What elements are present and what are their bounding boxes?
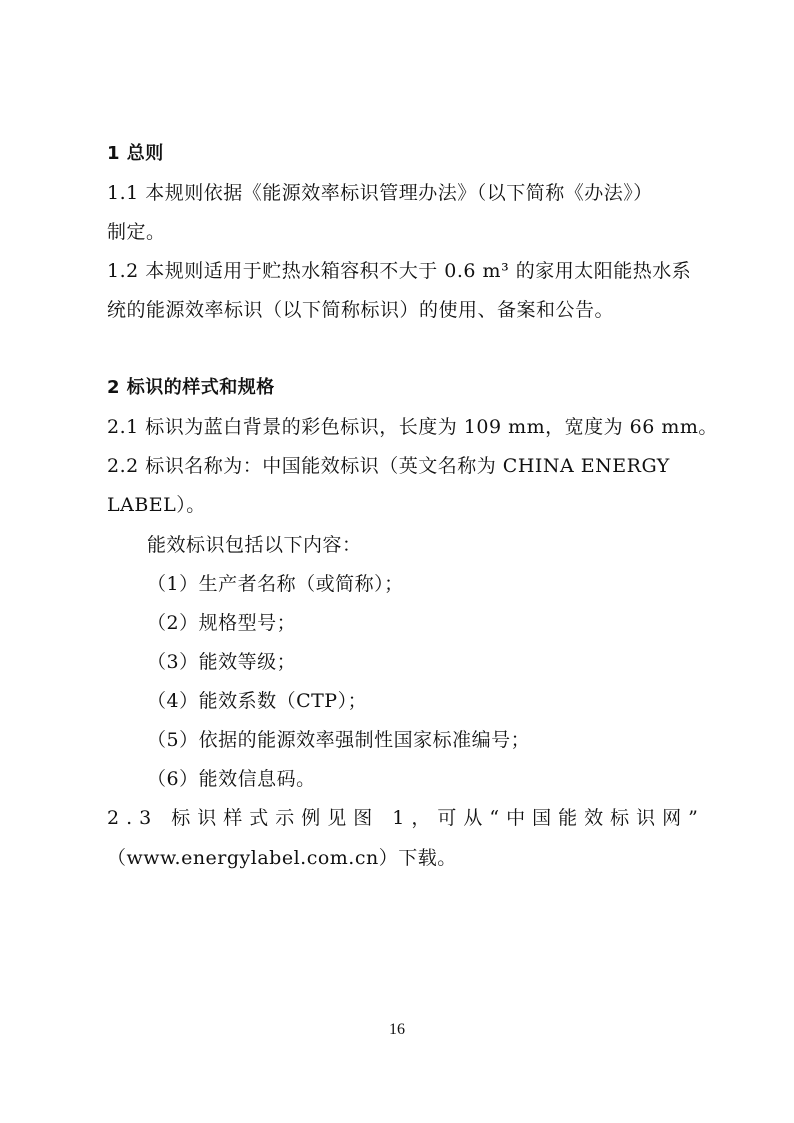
list-item: （5）依据的能源效率强制性国家标准编号； — [147, 729, 531, 751]
list-item: （1）生产者名称（或简称）； — [147, 573, 404, 595]
section-2-heading: 2 标识的样式和规格 — [107, 377, 275, 398]
paragraph-1-1-line-2: 制定。 — [107, 221, 166, 243]
paragraph-1-2-line-1: 1.2 本规则适用于贮热水箱容积不大于 0.6 m³ 的家用太阳能热水系 — [107, 260, 692, 282]
content-intro: 能效标识包括以下内容： — [147, 534, 362, 556]
paragraph-1-1-line-1: 1.1 本规则依据《能源效率标识管理办法》（以下简称《办法》） — [107, 182, 653, 204]
list-item: （2）规格型号； — [147, 612, 297, 634]
paragraph-2-2-line-2: LABEL）。 — [107, 494, 206, 516]
list-item: （4）能效系数（CTP）； — [147, 690, 368, 712]
paragraph-2-1: 2.1 标识为蓝白背景的彩色标识，长度为 109 mm，宽度为 66 mm。 — [107, 416, 718, 438]
paragraph-2-3-line-2: （www.energylabel.com.cn）下载。 — [107, 847, 457, 869]
list-item: （3）能效等级； — [147, 651, 297, 673]
list-item: （6）能效信息码。 — [147, 768, 316, 790]
page-number: 16 — [389, 1021, 405, 1038]
section-1-heading: 1 总则 — [107, 143, 164, 164]
paragraph-2-2-line-1: 2.2 标识名称为：中国能效标识（英文名称为 CHINA ENERGY — [107, 455, 670, 477]
paragraph-1-2-line-2: 统的能源效率标识（以下简称标识）的使用、备案和公告。 — [107, 299, 615, 321]
paragraph-2-3-line-1: 2.3 标识样式示例见图 1，可从“中国能效标识网” — [107, 807, 705, 829]
